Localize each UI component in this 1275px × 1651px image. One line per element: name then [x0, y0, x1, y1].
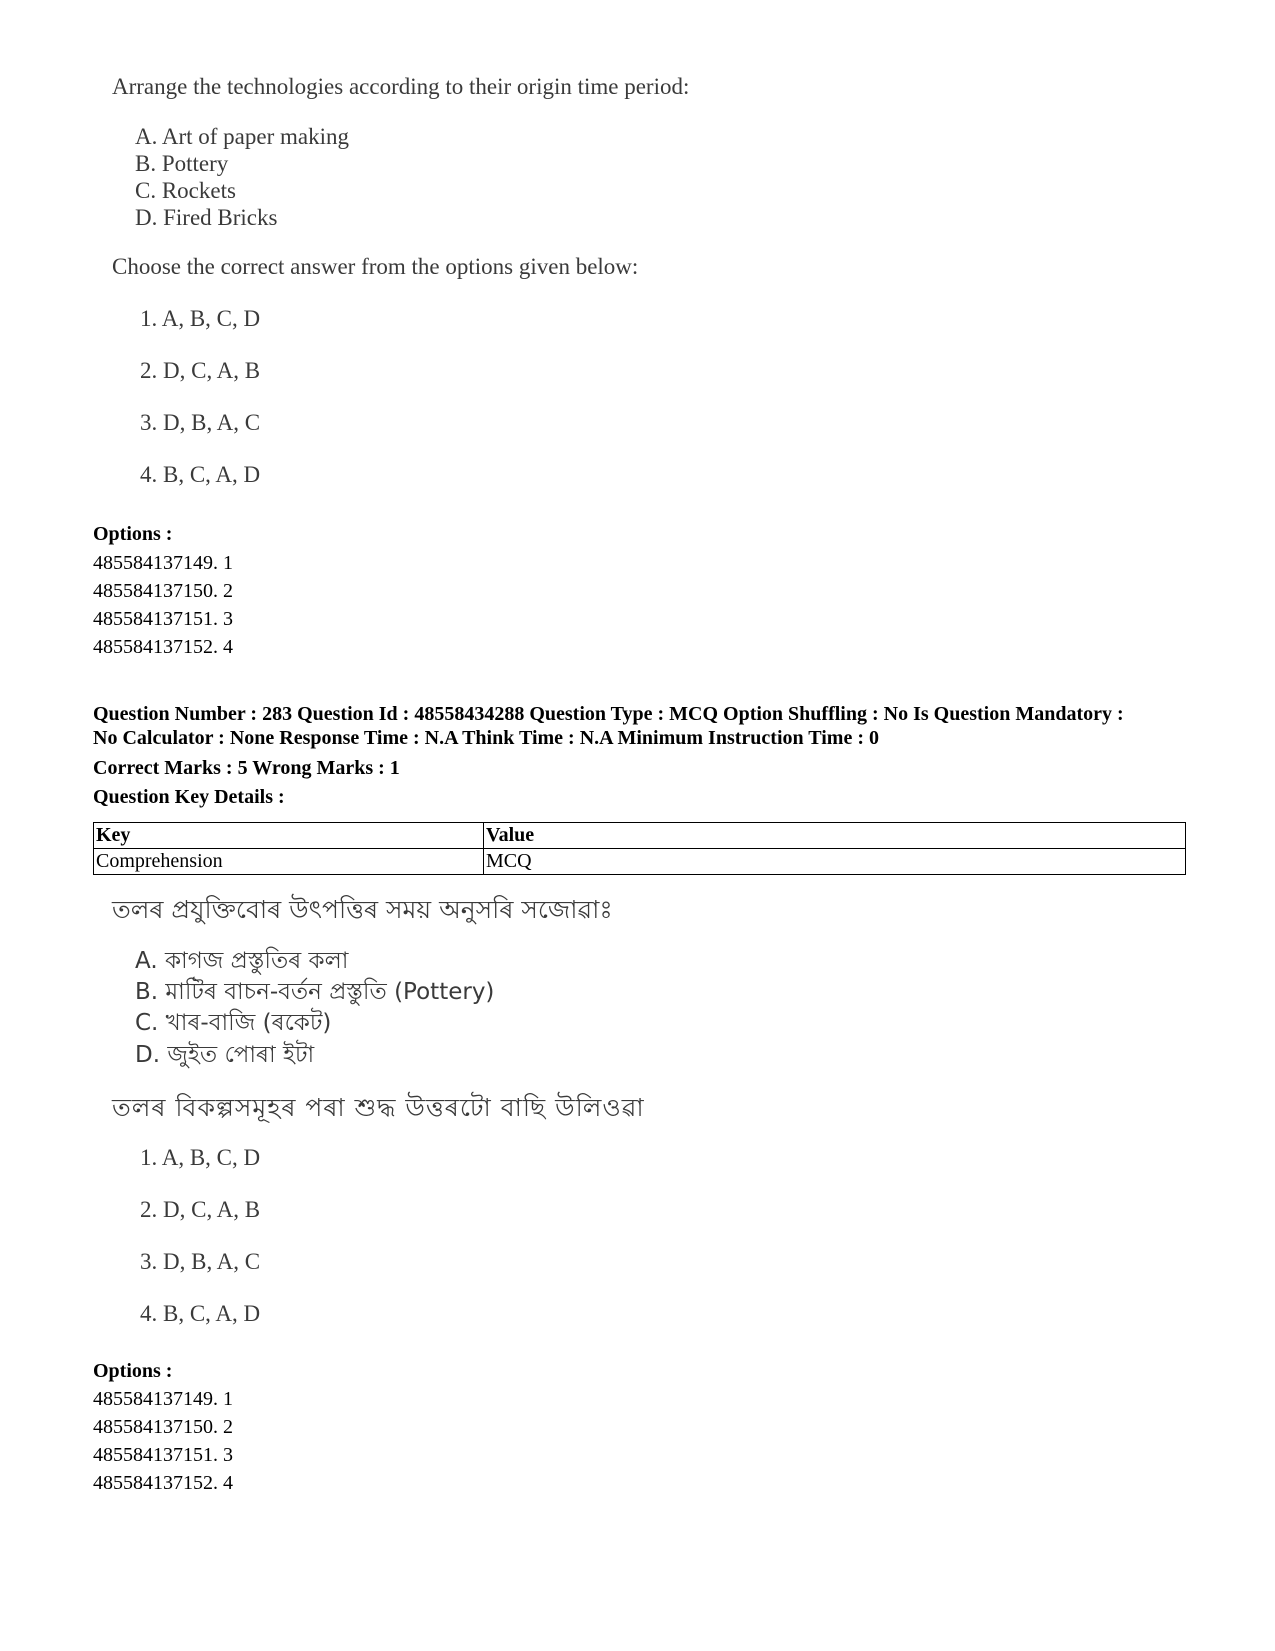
choice-1-en: 1. A, B, C, D: [140, 306, 261, 331]
table-row: [94, 849, 1186, 875]
question-key-table: [93, 822, 1186, 875]
item-d-en: D. Fired Bricks: [135, 205, 278, 230]
item-a-as: A. কাগজ প্ৰস্তুতিৰ কলা: [135, 948, 349, 974]
question-prompt-en: Arrange the technologies according to their origin time period:: [112, 74, 690, 99]
item-b-en: B. Pottery: [135, 151, 229, 176]
choice-3-en: 3. D, B, A, C: [140, 410, 261, 435]
table-cell-value: MCQ: [484, 849, 1186, 875]
question-meta-line1: Question Number : 283 Question Id : 48558434288 Question Type : MCQ Option Shuffling : No Is Question Mandatory :: [93, 703, 1124, 725]
question-prompt-as: তলৰ প্ৰযুক্তিবোৰ উৎপত্তিৰ সময় অনুসৰি সজোৱাঃ: [112, 895, 613, 924]
item-a-en: A. Art of paper making: [135, 124, 349, 149]
option-4-block2: 485584137152. 4: [93, 1472, 233, 1494]
choice-2-as: 2. D, C, A, B: [140, 1197, 261, 1222]
option-3-block2: 485584137151. 3: [93, 1444, 233, 1466]
options-label-2: Options :: [93, 1360, 173, 1382]
item-b-as: B. মাটিৰ বাচন-বৰ্তন প্ৰস্তুতি (Pottery): [135, 979, 495, 1005]
instruction-as: তলৰ বিকল্পসমূহৰ পৰা শুদ্ধ উত্তৰটো বাছি উলিওৱা: [112, 1093, 645, 1122]
table-header-key: Key: [94, 823, 484, 849]
option-4-block1: 485584137152. 4: [93, 636, 233, 658]
choice-1-as: 1. A, B, C, D: [140, 1145, 261, 1170]
table-header-value: Value: [484, 823, 1186, 849]
table-cell-key: Comprehension: [94, 849, 484, 875]
option-3-block1: 485584137151. 3: [93, 608, 233, 630]
choice-4-en: 4. B, C, A, D: [140, 462, 261, 487]
table-header-row: [94, 823, 1186, 849]
choice-4-as: 4. B, C, A, D: [140, 1301, 261, 1326]
instruction-en: Choose the correct answer from the options given below:: [112, 254, 639, 279]
key-details-label: Question Key Details :: [93, 786, 285, 808]
item-d-as: D. জুইত পোৰা ইটা: [135, 1042, 315, 1068]
item-c-en: C. Rockets: [135, 178, 236, 203]
option-2-block1: 485584137150. 2: [93, 580, 233, 602]
question-meta-line2: No Calculator : None Response Time : N.A Think Time : N.A Minimum Instruction Time : 0: [93, 727, 879, 749]
option-1-block2: 485584137149. 1: [93, 1388, 233, 1410]
choice-3-as: 3. D, B, A, C: [140, 1249, 261, 1274]
marks-line: Correct Marks : 5 Wrong Marks : 1: [93, 757, 400, 779]
options-label-1: Options :: [93, 523, 173, 545]
item-c-as: C. খাৰ-বাজি (ৰকেট): [135, 1010, 332, 1036]
choice-2-en: 2. D, C, A, B: [140, 358, 261, 383]
option-2-block2: 485584137150. 2: [93, 1416, 233, 1438]
option-1-block1: 485584137149. 1: [93, 552, 233, 574]
